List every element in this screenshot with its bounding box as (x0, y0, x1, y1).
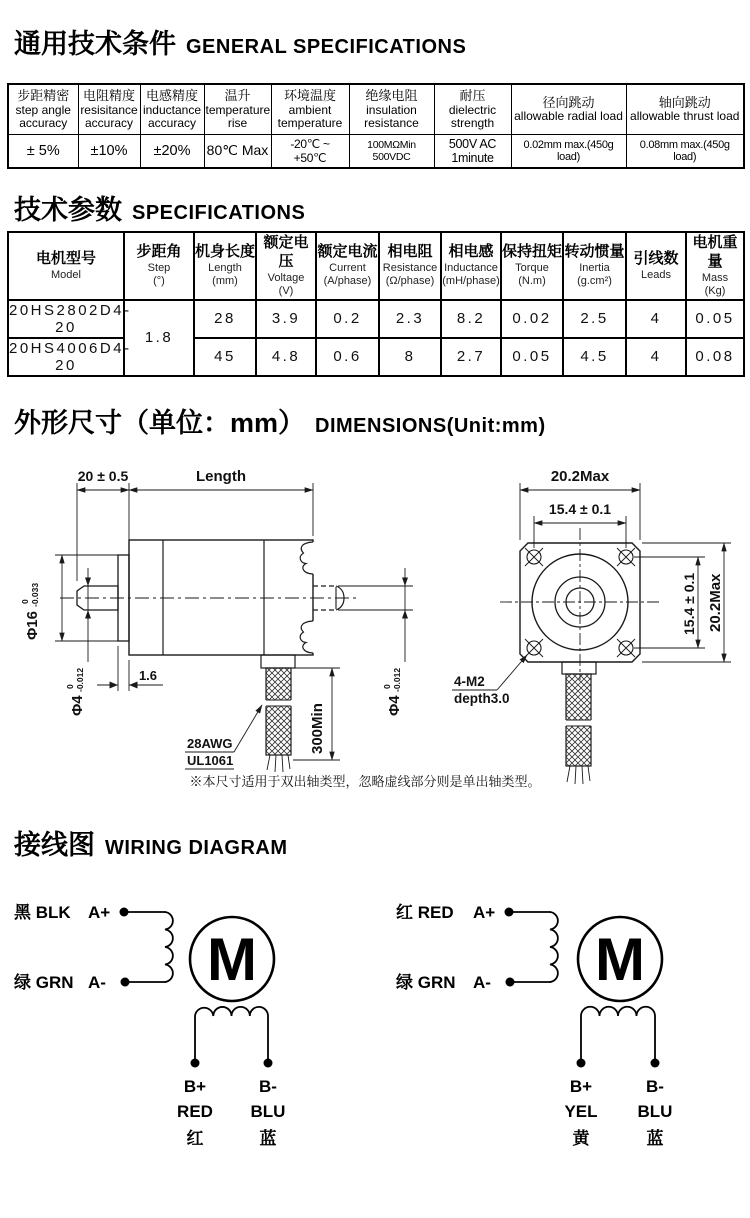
dim-body-length: Length (196, 468, 246, 485)
header-cell: 绝缘电阻 insulation resistance (349, 84, 434, 134)
svg-text:Φ16: Φ16 (24, 611, 41, 640)
value-cell: 0.05 (501, 338, 563, 376)
value-cell: 0.08mm max.(450g load) (626, 134, 744, 168)
header-cell: 相电阻 Resistance (Ω/phase) (379, 232, 441, 300)
cable-awg-label: 28AWG (187, 736, 233, 751)
dim-hole-pitch-v (681, 573, 697, 635)
value-cell: 2.7 (441, 338, 501, 376)
dim-front-shaft-diameter (65, 668, 86, 716)
value-cell: 4.8 (256, 338, 316, 376)
wire-b-minus-pin: B- (646, 1077, 664, 1096)
table-row (8, 232, 744, 300)
table-row (8, 338, 744, 376)
header-cell: 额定电压 Voltage (V) (256, 232, 316, 300)
step-angle-cell: 1.8 (124, 300, 194, 376)
wiring-title (14, 823, 288, 862)
dim-flange-width: 20.2Max (550, 468, 610, 485)
value-cell: 8 (379, 338, 441, 376)
svg-text:15.4 ± 0.1: 15.4 ± 0.1 (681, 572, 697, 635)
wire-b-minus-color-en: BLU (637, 1102, 673, 1121)
value-cell: 4.5 (563, 338, 626, 376)
general-spec-table (7, 83, 745, 169)
terminal-dot (121, 978, 130, 987)
value-cell: ±10% (78, 134, 140, 168)
header-cell: 转动惯量 Inertia (g.cm²) (563, 232, 626, 300)
table-row (8, 84, 744, 134)
svg-text:-0.012: -0.012 (75, 667, 85, 692)
value-cell: 500V AC 1minute (434, 134, 511, 168)
general-specs-title (14, 22, 466, 61)
wire-b-minus-color-zh: 蓝 (646, 1129, 664, 1148)
wire-b-minus-pin: B- (259, 1077, 277, 1096)
wire-a-plus-pin: A+ (88, 903, 111, 922)
dimensions-title-zh: 外形尺寸（单位：mm） (14, 408, 306, 438)
side-view-drawing (20, 468, 413, 772)
dim-rear-shaft-diameter (382, 668, 403, 716)
dim-pilot-diameter (20, 583, 41, 640)
cable-ul-label: UL1061 (187, 753, 234, 768)
value-cell: 4 (626, 300, 686, 338)
terminal-dot (191, 1059, 200, 1068)
wiring-diagram-left (14, 903, 285, 1148)
dim-hole-pitch-h: 15.4 ± 0.1 (548, 501, 612, 517)
value-cell: -20℃ ~ +50℃ (271, 134, 349, 168)
model-cell: 20HS4006D4-20 (9, 339, 132, 374)
dimension-drawing (5, 448, 745, 800)
svg-text:-0.033: -0.033 (30, 582, 40, 607)
value-cell: 0.6 (316, 338, 379, 376)
motor-spec-table (7, 231, 745, 377)
specifications-title (14, 188, 305, 227)
dim-flange-height (707, 573, 724, 632)
header-cell: 电阻精度 resisitance accuracy (78, 84, 140, 134)
value-cell: 2.3 (379, 300, 441, 338)
header-cell: 电感精度 inductance accuracy (140, 84, 204, 134)
value-cell: 3.9 (256, 300, 316, 338)
wire-a-plus-pin: A+ (473, 903, 496, 922)
model-cell: 20HS2802D4-20 (9, 301, 132, 336)
table-row (8, 134, 744, 168)
value-cell: 80℃ Max (204, 134, 271, 168)
front-view-drawing (452, 468, 731, 784)
phase-a-coil (165, 912, 173, 982)
wire-a-minus-color: 绿 GRN (396, 973, 456, 992)
header-cell: 额定电流 Current (A/phase) (316, 232, 379, 300)
svg-text:Φ4: Φ4 (386, 695, 403, 716)
value-cell: ± 5% (8, 134, 78, 168)
wire-b-plus-color-zh: 红 (186, 1129, 204, 1148)
value-cell: 0.05 (686, 300, 744, 338)
wire-a-minus-pin: A- (473, 973, 491, 992)
wire-b-minus-color-zh: 蓝 (259, 1129, 277, 1148)
header-cell: 引线数 Leads (626, 232, 686, 300)
header-cell: 电机重量 Mass (Kg) (686, 232, 744, 300)
header-cell: 轴向跳动 allowable thrust load (626, 84, 744, 134)
wire-a-minus-pin: A- (88, 973, 106, 992)
general-specs-title-zh: 通用技术条件 (14, 29, 176, 59)
dim-flange-thickness: 1.6 (138, 668, 158, 683)
value-cell: 2.5 (563, 300, 626, 338)
dim-cable-length (309, 703, 326, 754)
phase-a-coil (550, 912, 558, 982)
specifications-title-zh: 技术参数 (14, 195, 122, 225)
header-cell: 温升 temperature rise (204, 84, 271, 134)
wire-b-plus-color-en: YEL (564, 1102, 598, 1121)
wire-b-plus-color-zh: 黄 (572, 1129, 590, 1148)
phase-b-coil (581, 1007, 655, 1063)
value-cell: 45 (194, 338, 256, 376)
header-cell: 步距角 Step (°) (124, 232, 194, 300)
value-cell: 28 (194, 300, 256, 338)
value-cell: ±20% (140, 134, 204, 168)
dimension-note: ※本尺寸适用于双出轴类型，忽略虚线部分则是单出轴类型。 (189, 774, 541, 789)
header-cell: 径向跳动 allowable radial load (511, 84, 626, 134)
value-cell: 8.2 (441, 300, 501, 338)
value-cell: 0.02mm max.(450g load) (511, 134, 626, 168)
wire-a-plus-color: 黑 BLK (14, 903, 71, 922)
svg-text:20.2Max: 20.2Max (707, 573, 724, 632)
header-cell: 机身长度 Length (mm) (194, 232, 256, 300)
terminal-dot (577, 1059, 586, 1068)
value-cell: 0.2 (316, 300, 379, 338)
table-row (8, 300, 744, 338)
terminal-dot (651, 1059, 660, 1068)
wire-b-plus-pin: B+ (183, 1077, 207, 1096)
wire-a-minus-color: 绿 GRN (14, 973, 74, 992)
motor-letter: M (595, 926, 645, 993)
svg-text:-0.012: -0.012 (392, 667, 402, 692)
header-cell: 耐压 dielectric strength (434, 84, 511, 134)
header-cell: 环境温度 ambient temperature (271, 84, 349, 134)
value-cell: 4 (626, 338, 686, 376)
dim-front-length: 20 ± 0.5 (77, 468, 129, 484)
wire-b-minus-color-en: BLU (250, 1102, 286, 1121)
header-cell: 保持扭矩 Torque (N.m) (501, 232, 563, 300)
svg-text:Φ4: Φ4 (69, 695, 86, 716)
wiring-diagrams (0, 880, 750, 1170)
header-cell: 步距精密 step angle accuracy (8, 84, 78, 134)
svg-text:0: 0 (382, 684, 392, 689)
terminal-dot (264, 1059, 273, 1068)
terminal-dot (506, 978, 515, 987)
wire-a-plus-color: 红 RED (396, 903, 454, 922)
dimensions-title (14, 401, 546, 440)
value-cell: 0.02 (501, 300, 563, 338)
wiring-title-en: WIRING DIAGRAM (105, 837, 288, 859)
screw-spec-label: 4-M2 (454, 674, 485, 689)
value-cell: 0.08 (686, 338, 744, 376)
screw-depth-label: depth3.0 (454, 691, 510, 706)
svg-text:300Min: 300Min (309, 703, 326, 754)
header-cell: 相电感 Inductance (mH/phase) (441, 232, 501, 300)
value-cell: 100MΩMin 500VDC (349, 134, 434, 168)
header-cell: 电机型号 Model (8, 232, 124, 300)
wiring-diagram-right (396, 902, 672, 1148)
wiring-title-zh: 接线图 (14, 830, 95, 860)
phase-b-coil (195, 1007, 268, 1063)
specifications-title-en: SPECIFICATIONS (132, 202, 306, 224)
motor-letter: M (207, 926, 257, 993)
svg-text:0: 0 (65, 684, 75, 689)
dimensions-title-en: DIMENSIONS(Unit:mm) (315, 415, 546, 437)
wire-b-plus-color-en: RED (177, 1102, 213, 1121)
wire-b-plus-pin: B+ (569, 1077, 593, 1096)
svg-text:0: 0 (20, 599, 30, 604)
general-specs-title-en: GENERAL SPECIFICATIONS (186, 36, 467, 58)
